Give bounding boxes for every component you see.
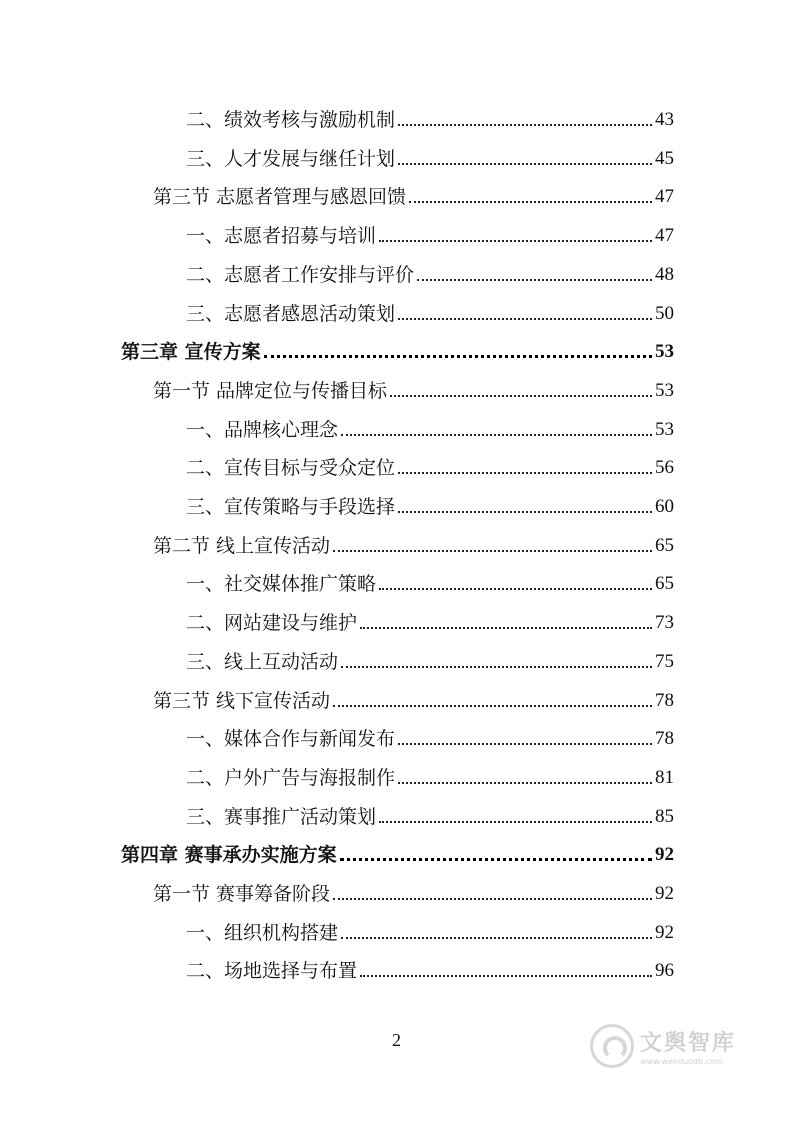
toc-entry[interactable] <box>186 759 674 789</box>
toc-entry-label: 二、绩效考核与激励机制 <box>186 109 396 131</box>
toc-entry-page: 53 <box>655 418 674 440</box>
toc-entry-page: 50 <box>655 302 674 324</box>
toc-entry[interactable] <box>186 798 674 828</box>
toc-entry-page: 92 <box>655 921 674 943</box>
page-number: 2 <box>392 1030 401 1050</box>
toc-entry-page: 73 <box>655 612 674 634</box>
toc-leader-dots <box>398 743 652 745</box>
watermark-url: www.wenduodb.com <box>640 1057 723 1066</box>
toc-leader-dots <box>340 858 652 861</box>
toc-leader-dots <box>398 472 652 474</box>
toc-entry-label: 第一节 赛事筹备阶段 <box>153 883 331 905</box>
toc-entry[interactable] <box>186 217 674 247</box>
toc-leader-dots <box>398 782 652 784</box>
toc-entry-page: 92 <box>655 883 674 904</box>
toc-entry[interactable] <box>186 101 674 131</box>
toc-entry-page: 47 <box>655 186 674 208</box>
toc-entry[interactable] <box>121 333 674 363</box>
toc-entry-label: 一、社交媒体推广策略 <box>186 573 377 596</box>
toc-entry-page: 53 <box>655 379 674 401</box>
toc-entry[interactable] <box>153 682 674 712</box>
toc-entry[interactable] <box>186 488 674 518</box>
toc-entry-page: 48 <box>655 263 674 285</box>
toc-entry-label: 三、线上互动活动 <box>186 650 339 673</box>
toc-entry-page: 65 <box>655 534 674 556</box>
toc-entry[interactable] <box>186 411 674 441</box>
toc-leader-dots <box>398 318 652 320</box>
toc-entry[interactable] <box>153 178 674 208</box>
toc-entry[interactable] <box>153 372 674 402</box>
toc-leader-dots <box>360 627 652 629</box>
toc-leader-dots <box>379 821 652 823</box>
toc-entry-page: 85 <box>655 805 674 827</box>
toc-entry-page: 92 <box>655 844 674 866</box>
toc-entry-label: 第一节 品牌定位与传播目标 <box>153 379 388 402</box>
toc-leader-dots <box>333 898 652 900</box>
toc-leader-dots <box>341 666 652 668</box>
toc-entry-label: 第三章 宣传方案 <box>121 341 261 364</box>
toc-entry-label: 第三节 志愿者管理与感恩回馈 <box>153 186 407 209</box>
toc-leader-dots <box>398 124 652 126</box>
toc-entry[interactable] <box>186 565 674 595</box>
watermark-logo-icon <box>590 1024 634 1068</box>
toc-leader-dots <box>360 975 652 977</box>
toc-entry-label: 第三节 线下宣传活动 <box>153 689 331 712</box>
toc-entry-page: 45 <box>655 147 674 169</box>
toc-leader-dots <box>398 163 652 165</box>
toc-entry-page: 75 <box>655 650 674 672</box>
toc-entry-page: 60 <box>655 496 674 517</box>
toc-entry-label: 二、户外广告与海报制作 <box>186 766 396 789</box>
toc-leader-dots <box>341 434 652 436</box>
toc-entry-page: 43 <box>655 109 674 130</box>
toc-entry[interactable] <box>186 295 674 325</box>
toc-entry-page: 65 <box>655 573 674 595</box>
toc-entry[interactable] <box>153 527 674 557</box>
toc-entry-label: 一、组织机构搭建 <box>186 921 339 944</box>
toc-leader-dots <box>417 279 652 281</box>
toc-entry[interactable] <box>186 643 674 673</box>
toc-leader-dots <box>341 937 652 939</box>
toc-entry-label: 第四章 赛事承办实施方案 <box>121 844 337 867</box>
toc-entry[interactable] <box>153 875 674 905</box>
toc-leader-dots <box>398 511 652 513</box>
toc-entry-page: 96 <box>655 960 674 982</box>
toc-entry-label: 一、志愿者招募与培训 <box>186 225 377 248</box>
toc-leader-dots <box>379 240 652 242</box>
toc-entry-label: 第二节 线上宣传活动 <box>153 534 331 557</box>
toc-entry[interactable] <box>186 604 674 634</box>
toc-entry[interactable] <box>186 720 674 750</box>
toc-entry-label: 二、场地选择与布置 <box>186 960 358 983</box>
toc-entry-label: 三、人才发展与继任计划 <box>186 147 396 170</box>
toc-entry-label: 二、宣传目标与受众定位 <box>186 457 396 480</box>
toc-leader-dots <box>379 588 652 590</box>
toc-entry-page: 78 <box>655 689 674 711</box>
toc-entry-page: 78 <box>655 728 674 750</box>
toc-entry[interactable] <box>186 449 674 479</box>
toc-entry-page: 47 <box>655 225 674 247</box>
toc-leader-dots <box>390 395 652 397</box>
toc-entry-label: 二、网站建设与维护 <box>186 612 358 635</box>
watermark-name: 文舆智库 <box>640 1031 737 1056</box>
toc-entry-label: 三、宣传策略与手段选择 <box>186 496 396 518</box>
toc-entry-page: 56 <box>655 457 674 479</box>
toc-entry-page: 53 <box>655 341 674 363</box>
toc-entry-label: 三、赛事推广活动策划 <box>186 805 377 828</box>
watermark <box>590 1018 760 1074</box>
toc-entry[interactable] <box>121 836 674 866</box>
toc-entry[interactable] <box>186 952 674 982</box>
toc-entry[interactable] <box>186 140 674 170</box>
toc-leader-dots <box>409 201 652 203</box>
toc-entry[interactable] <box>186 914 674 944</box>
toc-entry-page: 81 <box>655 766 674 788</box>
toc-entry-label: 一、媒体合作与新闻发布 <box>186 728 396 751</box>
toc-entry-label: 二、志愿者工作安排与评价 <box>186 263 415 286</box>
toc-entry-label: 三、志愿者感恩活动策划 <box>186 302 396 325</box>
toc-entry-label: 一、品牌核心理念 <box>186 418 339 441</box>
toc-entry[interactable] <box>186 256 674 286</box>
toc-leader-dots <box>333 550 652 552</box>
toc-leader-dots <box>333 705 652 707</box>
toc-leader-dots <box>264 355 652 358</box>
